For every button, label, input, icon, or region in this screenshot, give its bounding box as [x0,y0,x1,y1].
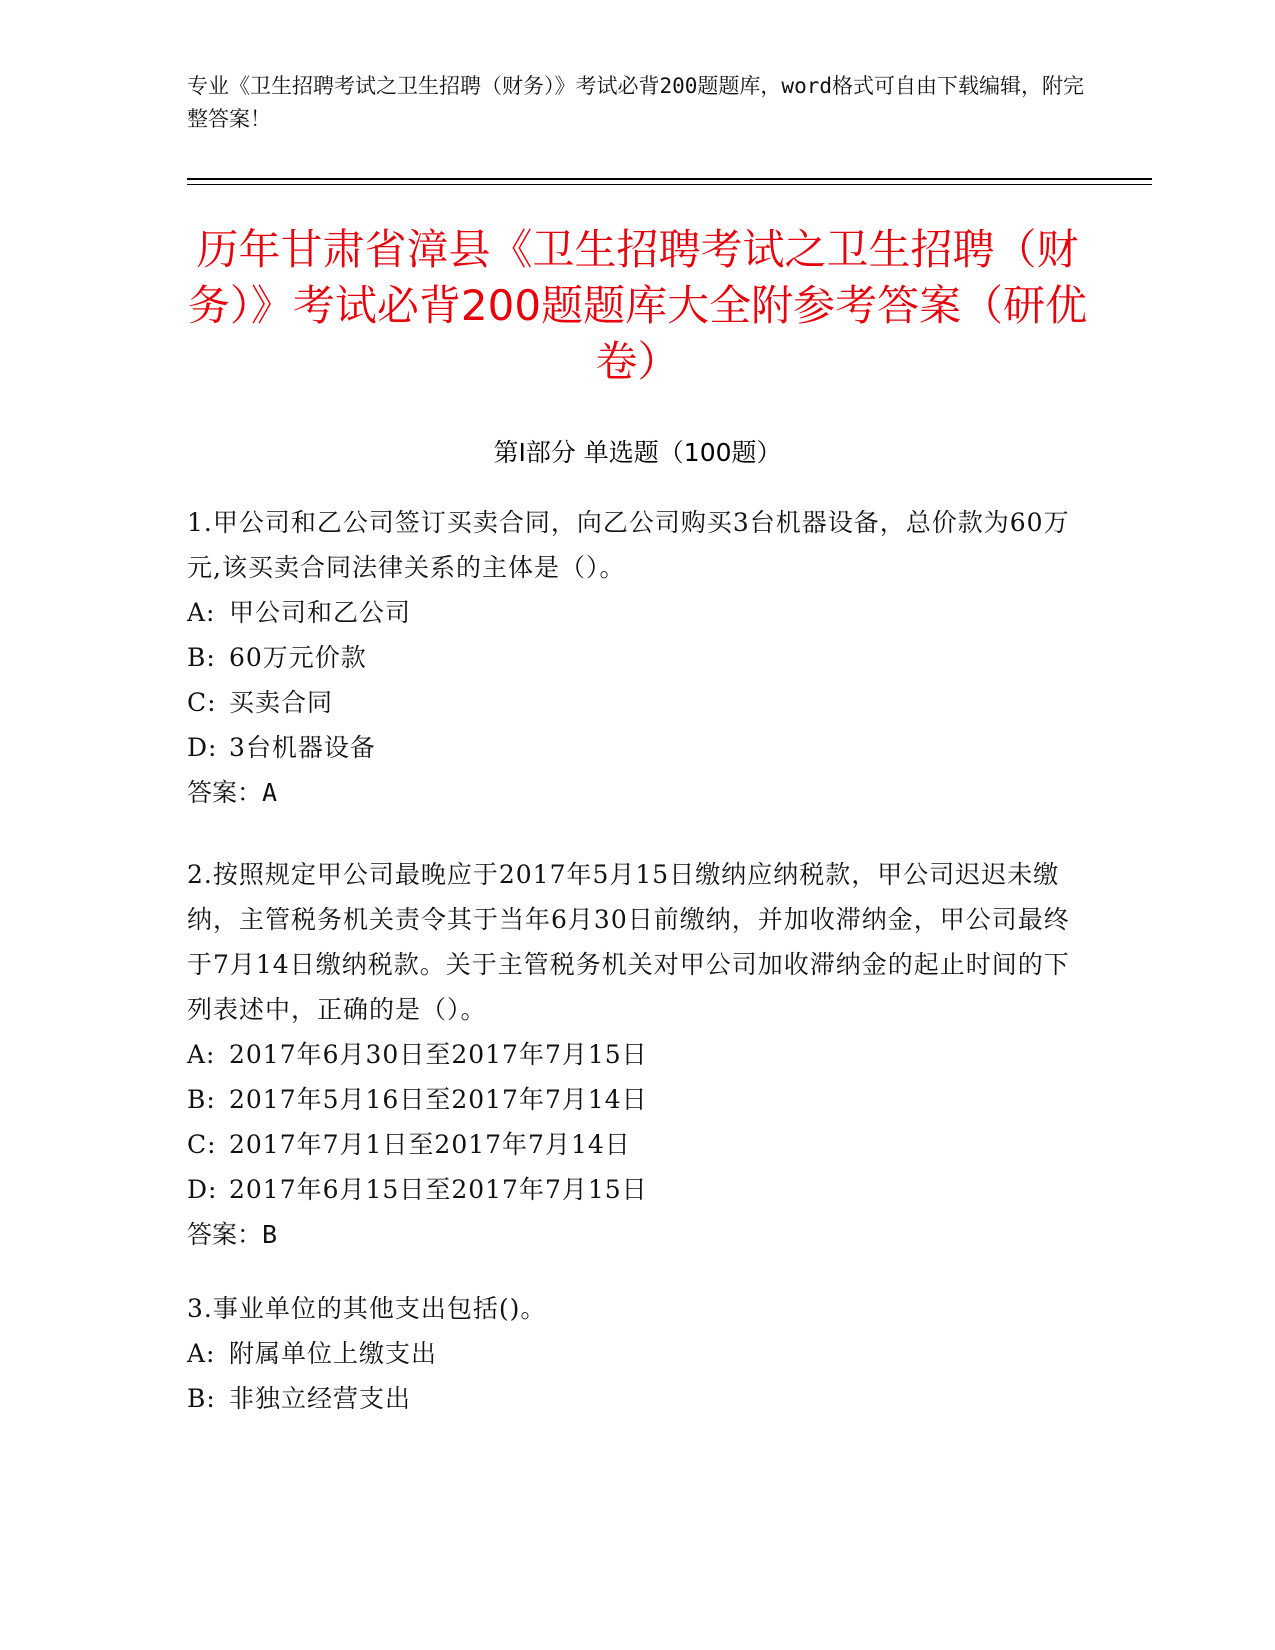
question-stem: 3.事业单位的其他支出包括()。 [187,1294,547,1323]
option-d: D: 2017年6月15日至2017年7月15日 [187,1175,648,1204]
option-b: B: 60万元价款 [187,643,367,672]
option-b: B: 非独立经营支出 [187,1384,412,1413]
document-title: 历年甘肃省漳县《卫生招聘考试之卫生招聘（财务）》考试必背200题题库大全附参考答案（研优卷） [187,225,1088,386]
question-3 [187,1286,1077,1421]
option-c: C: 2017年7月1日至2017年7月14日 [187,1130,631,1159]
answer-value: B [262,1220,278,1249]
question-stem: 2.按照规定甲公司最晚应于2017年5月15日缴纳应纳税款，甲公司迟迟未缴纳，主管税务机关责令其于当年6月30日前缴纳，并加收滞纳金，甲公司最终于7月14日缴纳税款。关于主管税务机关对甲公司加收滞纳金的起止时间的下列表述中，正确的是（）。 [187,860,1070,1024]
answer-line [187,770,1077,815]
answer-label: 答案： [187,1220,263,1249]
option-a: A: 甲公司和乙公司 [187,598,412,627]
header-divider-thin [187,184,1152,185]
header-note: 专业《卫生招聘考试之卫生招聘（财务）》考试必背200题题库，word格式可自由下载编辑，附完整答案！ [187,74,1084,131]
option-d: D: 3台机器设备 [187,733,376,762]
question-stem: 1.甲公司和乙公司签订买卖合同，向乙公司购买3台机器设备，总价款为60万元,该买卖合同法律关系的主体是（）。 [187,508,1070,582]
answer-value: A [262,778,278,807]
option-a: A: 附属单位上缴支出 [187,1339,438,1368]
section-heading: 第Ⅰ部分 单选题（100题） [493,438,782,467]
question-2 [187,852,1077,1257]
answer-label: 答案： [187,778,263,807]
option-a: A: 2017年6月30日至2017年7月15日 [187,1040,648,1069]
option-c: C: 买卖合同 [187,688,334,717]
answer-line [187,1212,1077,1257]
question-1 [187,500,1077,815]
header-divider-thick [187,178,1152,180]
option-b: B: 2017年5月16日至2017年7月14日 [187,1085,648,1114]
